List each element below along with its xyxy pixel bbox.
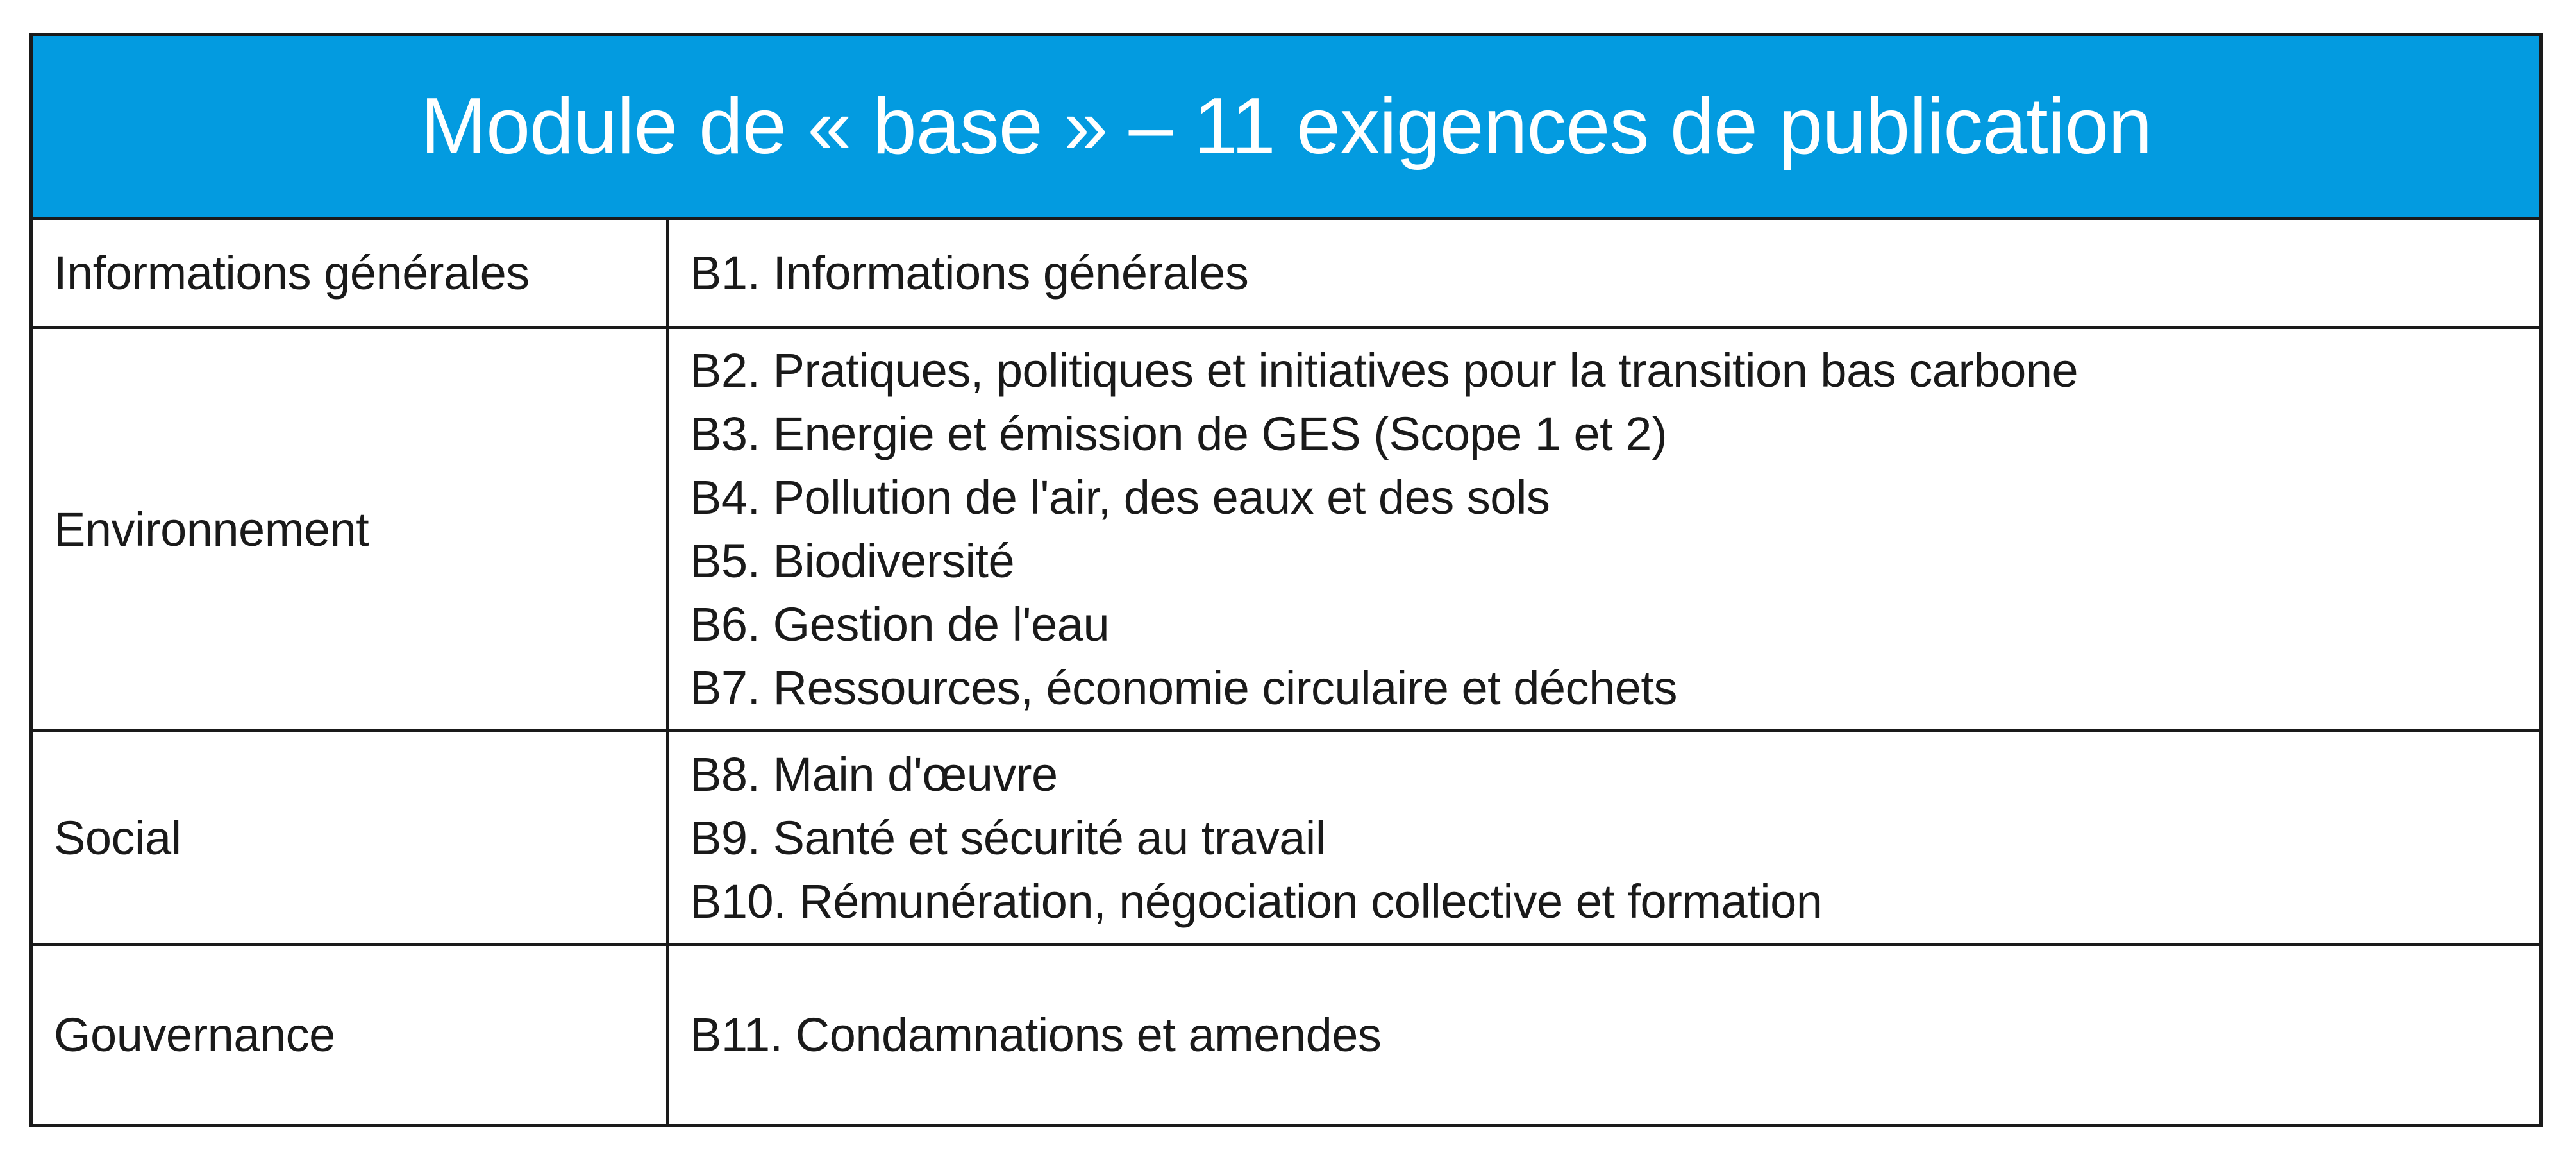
requirement-item: B2. Pratiques, politiques et initiatives pour la transition bas carbone (690, 344, 2078, 397)
items-cell (669, 946, 2539, 1124)
requirement-item: B5. Biodiversité (690, 534, 1015, 587)
table-row-social (33, 732, 2539, 946)
table-header (33, 36, 2539, 220)
requirement-item: B7. Ressources, économie circulaire et déchets (690, 661, 1677, 714)
table-row-environment (33, 329, 2539, 732)
table-row-general-information (33, 220, 2539, 329)
items-cell (669, 732, 2539, 943)
requirement-item: B4. Pollution de l'air, des eaux et des sols (690, 471, 1550, 524)
requirement-item: B9. Santé et sécurité au travail (690, 811, 1326, 865)
requirement-item: B1. Informations générales (690, 246, 1249, 300)
items-cell (669, 220, 2539, 326)
requirement-item: B6. Gestion de l'eau (690, 598, 1110, 651)
requirement-item: B8. Main d'œuvre (690, 747, 1058, 801)
category-cell: Social (33, 732, 669, 943)
requirement-item: B3. Energie et émission de GES (Scope 1 et 2) (690, 407, 1668, 460)
category-cell: Informations générales (33, 220, 669, 326)
table-row-governance (33, 946, 2539, 1124)
table-title: Module de « base » – 11 exigences de publication (420, 82, 2152, 171)
requirements-table (29, 33, 2543, 1127)
category-cell: Environnement (33, 329, 669, 729)
category-cell: Gouvernance (33, 946, 669, 1124)
requirement-item: B11. Condamnations et amendes (690, 1008, 1382, 1061)
requirement-item: B10. Rémunération, négociation collective et formation (690, 874, 1823, 928)
items-cell (669, 329, 2539, 729)
